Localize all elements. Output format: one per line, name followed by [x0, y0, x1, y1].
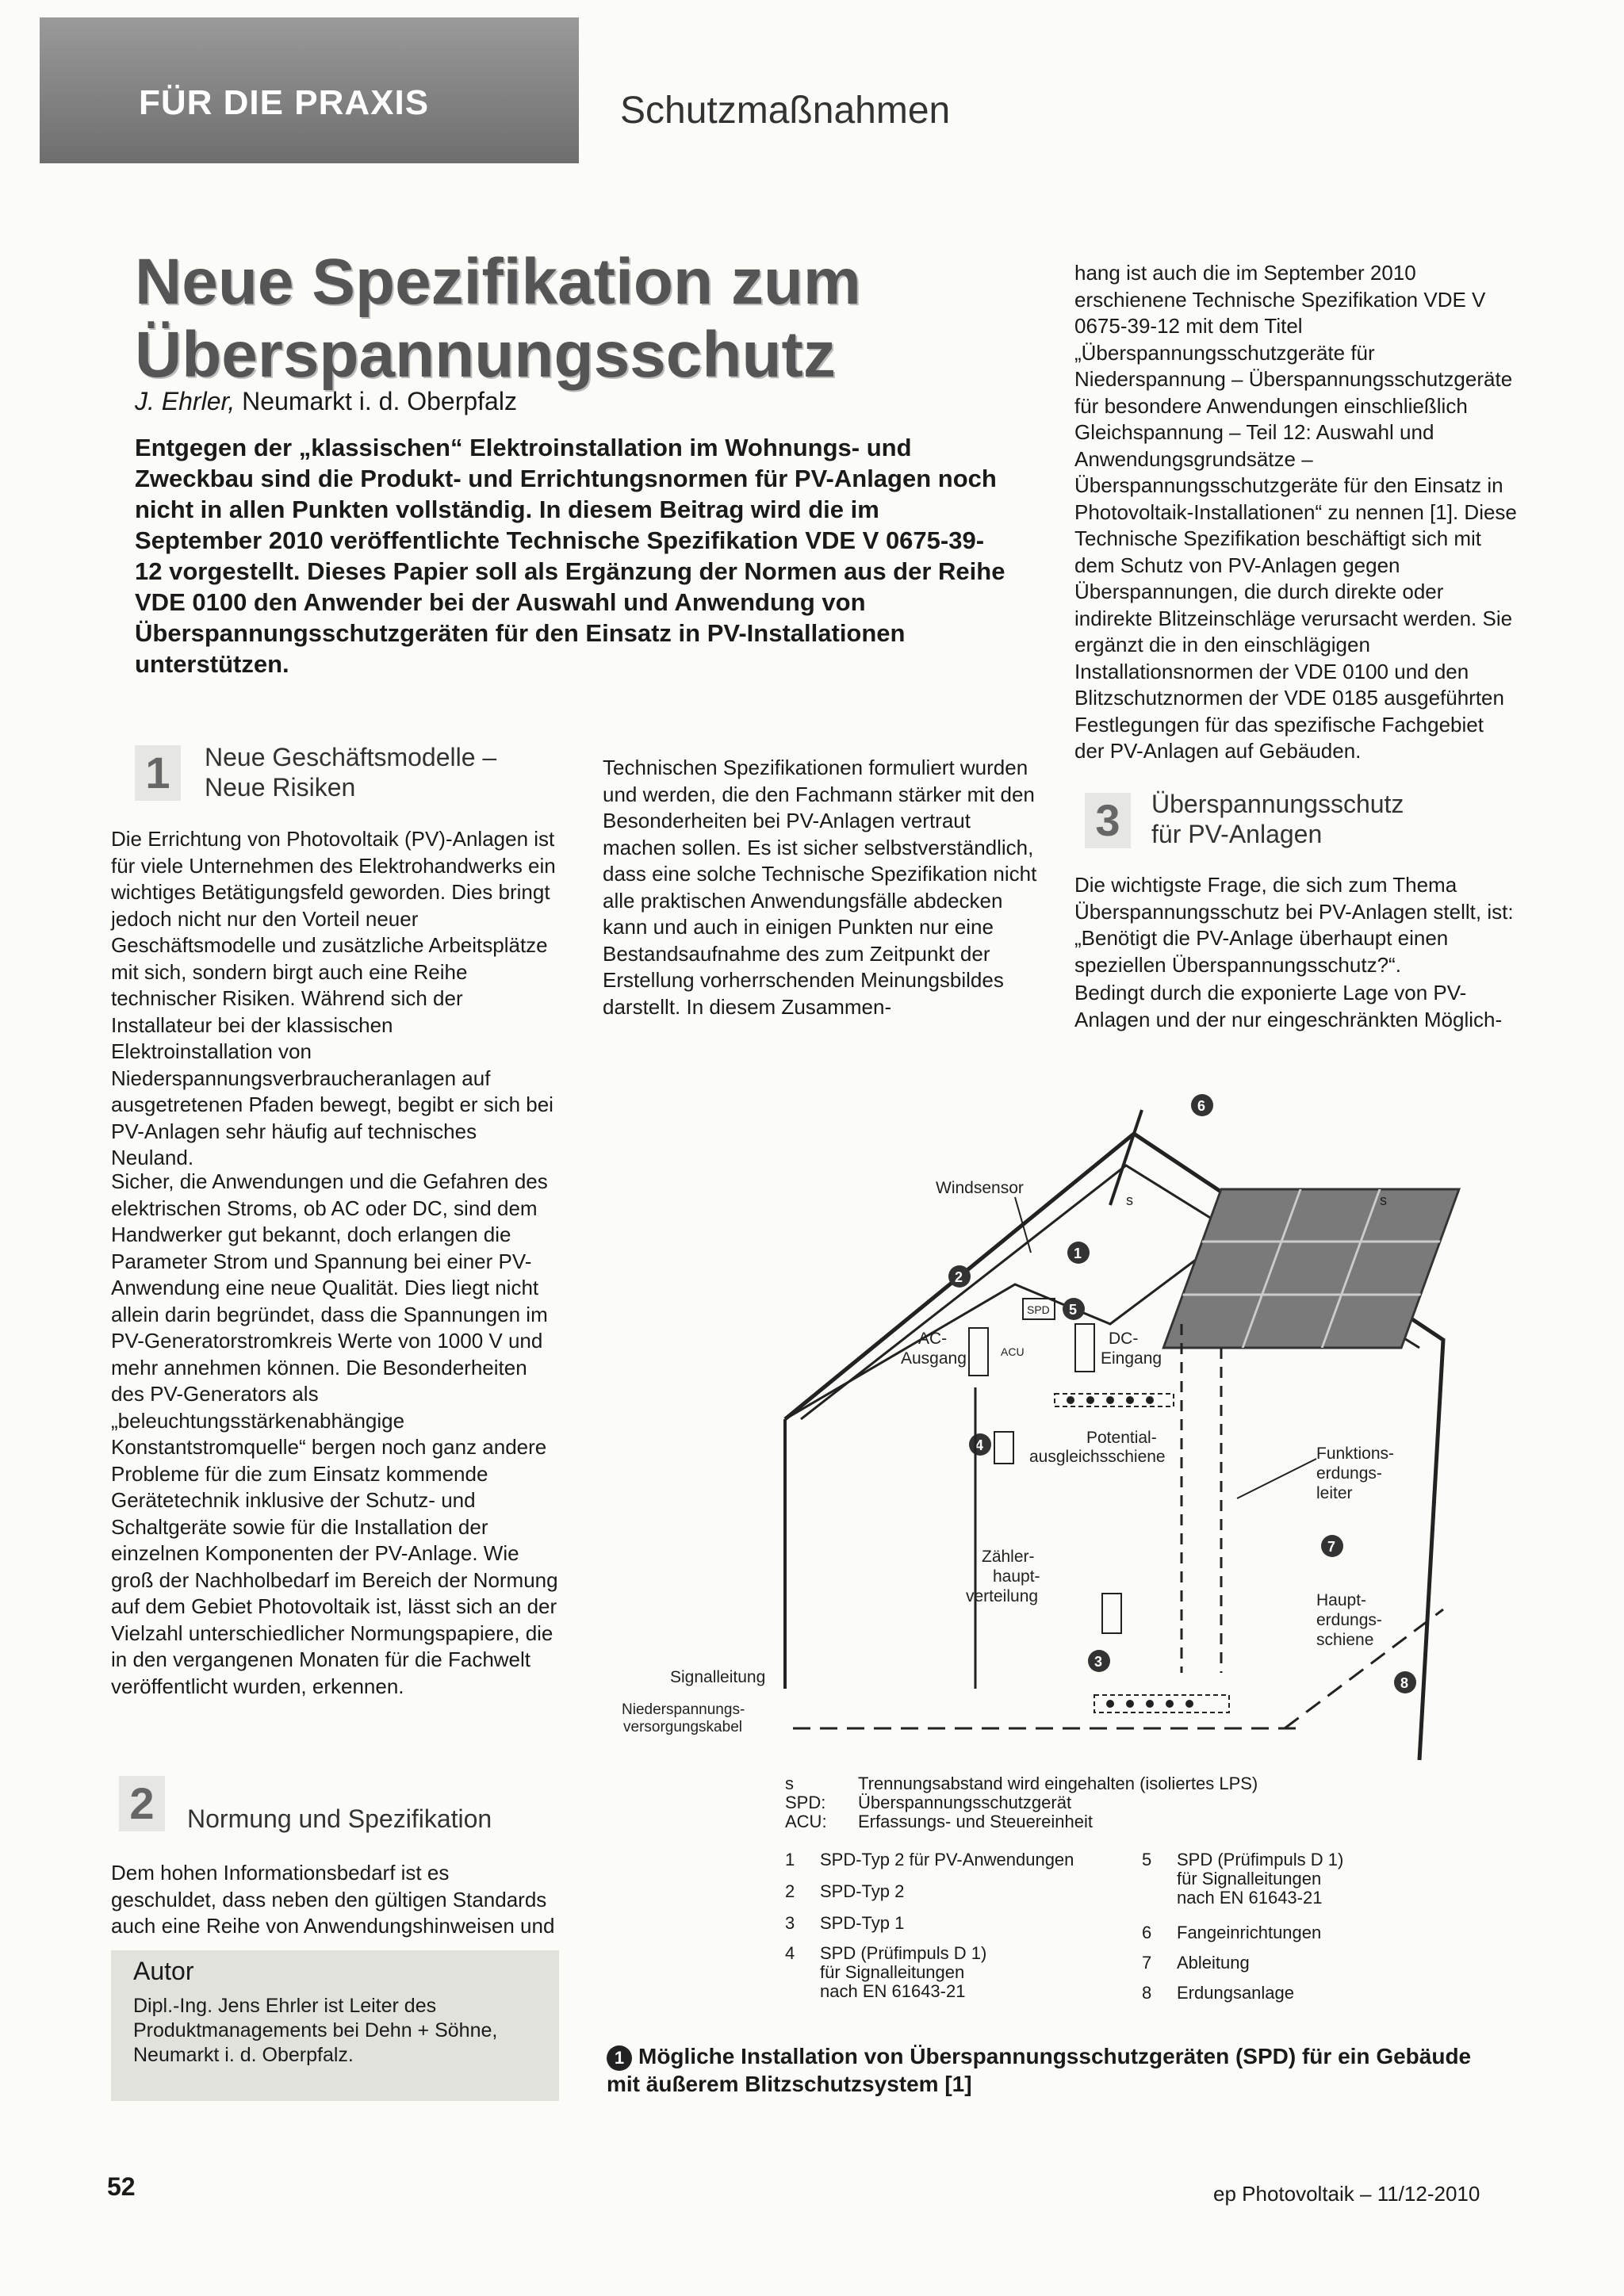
- journal-footer: ep Photovoltaik – 11/12-2010: [1213, 2182, 1480, 2206]
- label-meter-1: Zähler-: [982, 1548, 1035, 1566]
- page-number: 52: [107, 2172, 136, 2201]
- body-paragraph: hang ist auch die im September 2010 erschienene Technische Spezifikation VDE V 0675-39-12 mit dem Titel „Überspannungsschutzgeräte für Niederspannung – Überspannungsschutzgeräte für besondere Anwendungen einschließlich Gleichspannung – Teil 12: Auswahl und Anwendungsgrundsätze – Überspannungsschutzgeräte für den Einsatz in Photovoltaik-Installationen“ zu nennen [1]. Diese Technische Spezifikation beschäftigt sich mit dem Schutz von PV-Anlagen gegen Überspannungen, die durch direkte oder indirekte Blitzeinschläge verursacht werden. Sie ergänzt die in den einschlägigen Installationsnormen der VDE 0100 und den Blitzschutznormen der VDE 0185 ausgeführten Festlegungen für das spezifische Fachgebiet der PV-Anlagen auf Gebäuden.: [1074, 261, 1517, 763]
- marker-6-text: 6: [1197, 1098, 1206, 1114]
- section-number-3: 3: [1085, 793, 1131, 848]
- marker-2-text: 2: [955, 1269, 963, 1285]
- label-pa-2: ausgleichsschiene: [1029, 1448, 1166, 1466]
- fe-leader: [1237, 1459, 1316, 1498]
- label-pa-1: Potential-: [1086, 1429, 1157, 1447]
- label-ac-out-1: AC-: [918, 1330, 948, 1348]
- label-meter-3: verteilung: [966, 1587, 1039, 1605]
- spd-box-dc: [1075, 1324, 1094, 1372]
- label-windsensor: Windsensor: [936, 1179, 1024, 1197]
- abbr-row: SPD: Überspannungsschutzgerät: [785, 1793, 1072, 1812]
- spd-box-ac: [969, 1328, 988, 1376]
- label-dc-in-1: DC-: [1109, 1330, 1139, 1348]
- pv-panel-field: [1163, 1189, 1459, 1348]
- body-paragraph: Technischen Spezifikationen formuliert wurden und werden, die den Fachmann stärker mit den Besonderheiten bei PV-Anlagen vertraut machen sollen. Es ist sicher selbstverständlich, dass eine solche Technische Spezifikation nicht alle praktischen Anwendungsfälle abdecken kann und auch in einigen Punkten nur eine Bestandsaufnahme des zum Zeitpunkt der Erstellung vorherrschenden Meinungsbildes darstellt. In diesem Zusammen-: [603, 756, 1037, 1019]
- legend-item: 5 SPD (Prüfimpuls D 1) für Signalleitungen nach EN 61643-21: [1142, 1850, 1344, 1908]
- spd-box-signal: [994, 1432, 1013, 1464]
- label-fe-3: leiter: [1316, 1484, 1353, 1502]
- section-heading-1: Neue Geschäftsmodelle – Neue Risiken: [205, 743, 497, 802]
- marker-1-text: 1: [1074, 1246, 1082, 1261]
- label-fe-1: Funktions-: [1316, 1445, 1395, 1463]
- spd-box-meter: [1102, 1594, 1121, 1633]
- marker-3-text: 3: [1094, 1654, 1103, 1670]
- marker-8-text: 8: [1400, 1675, 1409, 1691]
- section-number-2: 2: [119, 1776, 165, 1831]
- topic-label: Schutzmaßnahmen: [620, 90, 951, 132]
- legend-item: 6 Fangeinrichtungen: [1142, 1923, 1322, 1942]
- acu-label: ACU: [1001, 1345, 1025, 1358]
- legend-item: 8 Erdungsanlage: [1142, 1983, 1295, 2003]
- marker-4-text: 4: [975, 1437, 984, 1453]
- air-termination-rod: [1110, 1110, 1142, 1205]
- abbr-row: ACU: Erfassungs- und Steuereinheit: [785, 1812, 1093, 1831]
- equipotential-dots: [1067, 1396, 1154, 1404]
- marker-7-text: 7: [1327, 1539, 1336, 1555]
- body-paragraph: Sicher, die Anwendungen und die Gefahren des elektrischen Stroms, ob AC oder DC, sind dem Handwerker gut bekannt, doch erlangen die Parameter Strom und Spannung bei einer PV-Anwendung eine neue Qualität. Dies liegt nicht allein darin begründet, dass die Spannungen im PV-Generatorstromkreis Werte von 1000 V und mehr annehmen können. Die Besonderheiten des PV-Generators als „beleuchtungsstärkenabhängige Konstantstromquelle“ bergen noch ganz andere Probleme für die zum Einsatz kommende Gerätetechnik inklusive der Schutz- und Schaltgeräte sowie für die Installation der einzelnen Komponenten der PV-Anlage. Wie groß der Nachholbedarf im Bereich der Normung auf dem Gebiet Photovoltaik ist, lässt sich an der Vielzahl unterschiedlicher Normungspapiere, die in den vergangenen Monaten für die Fachwelt veröffentlicht wurden, erkennen.: [111, 1169, 558, 1698]
- label-fe-2: erdungs-: [1316, 1464, 1382, 1483]
- figure-caption: 1 Mögliche Installation von Überspannungsschutzgeräten (SPD) für ein Gebäude mit äußerem Blitzschutzsystem [1]: [607, 2044, 1472, 2096]
- section-heading-3: Überspannungsschutz für PV-Anlagen: [1151, 790, 1404, 848]
- body-paragraph: Bedingt durch die exponierte Lage von PV-Anlagen und der nur eingeschränkten Möglich-: [1074, 981, 1503, 1031]
- author-place: Neumarkt i. d. Oberpfalz: [242, 387, 517, 415]
- section-heading-2: Normung und Spezifikation: [187, 1804, 492, 1833]
- body-paragraph: Dem hohen Informationsbedarf ist es geschuldet, dass neben den gültigen Standards auch eine Reihe von Anwendungshinweisen und: [111, 1861, 555, 1938]
- main-earth-dots: [1106, 1700, 1193, 1708]
- lead-paragraph: Entgegen der „klassischen“ Elektroinstallation im Wohnungs- und Zweckbau sind die Produkt- und Errichtungsnormen für PV-Anlagen noch nicht in allen Punkten vollständig. In diesem Beitrag wird die im September 2010 veröffentlichte Technische Spezifikation VDE V 0675-39-12 vorgestellt. Dieses Papier soll als Ergänzung der Normen aus der Reihe VDE 0100 den Anwender bei der Auswahl und Anwendung von Überspannungsschutzgeräten für den Einsatz in PV-Installationen unterstützen.: [135, 434, 1005, 678]
- caption-number: 1: [607, 2045, 632, 2071]
- main-earth-bus: [1094, 1695, 1229, 1712]
- legend-item: 2 SPD-Typ 2: [785, 1881, 905, 1901]
- legend-item: 4 SPD (Prüfimpuls D 1) für Signalleitungen nach EN 61643-21: [785, 1943, 987, 2001]
- author-line: [135, 387, 517, 416]
- author-name: J. Ehrler,: [135, 387, 236, 415]
- label-s: s: [1380, 1192, 1387, 1208]
- spd-installation-diagram: [603, 1086, 1538, 1784]
- body-paragraph: Die Errichtung von Photovoltaik (PV)-Anlagen ist für viele Unternehmen des Elektrohandwerks ein wichtiges Betätigungsfeld geworden. Dies bringt jedoch nicht nur den Vorteil neuer Geschäftsmodelle und zusätzliche Arbeitsplätze mit sich, sondern birgt auch eine Reihe technischer Risiken. Während sich der Installateur bei der klassischen Elektroinstallation von Niederspannungsverbraucheranlagen auf ausgetretenen Pfaden bewegt, begibt er sich bei PV-Anlagen sehr häufig auf technisches Neuland.: [111, 827, 556, 1169]
- label-meter-2: haupt-: [993, 1567, 1040, 1586]
- label-mainbus-3: schiene: [1316, 1631, 1374, 1649]
- legend-item: 3 SPD-Typ 1: [785, 1913, 905, 1933]
- pv-panels: [1163, 1189, 1459, 1348]
- abbr-row: s Trennungsabstand wird eingehalten (isoliertes LPS): [785, 1774, 1258, 1793]
- section-label: FÜR DIE PRAXIS: [139, 83, 430, 122]
- label-s: s: [1126, 1192, 1133, 1208]
- body-paragraph: Die wichtigste Frage, die sich zum Thema Überspannungsschutz bei PV-Anlagen stellt, ist: „Benötigt die PV-Anlage überhaupt einen speziellen Überspannungsschutz?“.: [1074, 873, 1514, 977]
- label-lv-1: Niederspannungs-: [622, 1701, 745, 1718]
- label-mainbus-2: erdungs-: [1316, 1611, 1382, 1629]
- legend-item: 7 Ableitung: [1142, 1953, 1250, 1973]
- windsensor-leader: [1015, 1197, 1031, 1253]
- label-signal: Signalleitung: [670, 1668, 766, 1686]
- spd-label: SPD: [1027, 1303, 1050, 1316]
- article-title: Neue Spezifikation zum Überspannungsschutz: [135, 246, 861, 391]
- label-mainbus-1: Haupt-: [1316, 1591, 1367, 1609]
- label-ac-out-2: Ausgang: [901, 1349, 967, 1368]
- label-lv-2: versorgungskabel: [623, 1719, 742, 1735]
- section-number-1: 1: [135, 745, 181, 801]
- author-box-text: Dipl.-Ing. Jens Ehrler ist Leiter des Produktmanagements bei Dehn + Söhne, Neumarkt i. d. Oberpfalz.: [133, 1995, 498, 2066]
- author-box-title: Autor: [133, 1957, 194, 1985]
- label-dc-in-2: Eingang: [1101, 1349, 1162, 1368]
- legend-item: 1 SPD-Typ 2 für PV-Anwendungen: [785, 1850, 1074, 1869]
- marker-5-text: 5: [1069, 1302, 1078, 1318]
